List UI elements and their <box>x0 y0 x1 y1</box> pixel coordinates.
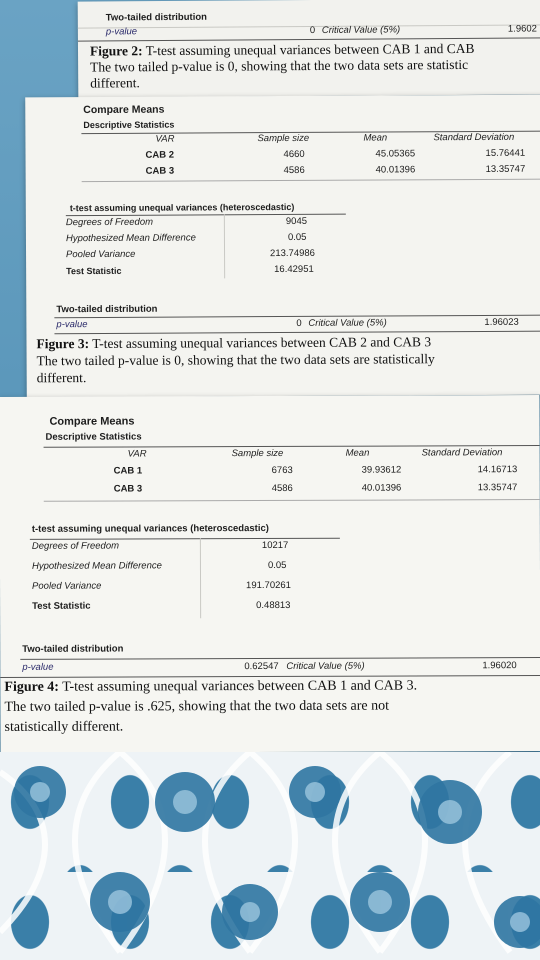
row-cab3-sd: 13.35747 <box>477 482 518 494</box>
pvalue-value: 0.62547 <box>244 660 279 673</box>
pvalue-label: p-value <box>22 661 54 673</box>
ttest-stat-label: Test Statistic <box>32 600 91 612</box>
ttest-df-value: 9045 <box>285 215 308 228</box>
ttest-title: t-test assuming unequal variances (heteroscedastic) <box>69 201 295 214</box>
compare-means-title: Compare Means <box>49 415 135 428</box>
fabric-background <box>0 752 540 960</box>
ttest-pv-value: 191.70261 <box>246 579 291 592</box>
figure-3-caption-line2: The two tailed p-value is 0, showing that the two data sets are statistically <box>36 351 435 369</box>
sheet-figure-4 <box>0 395 540 753</box>
ttest-hmd-value: 0.05 <box>287 231 307 243</box>
pvalue-label: p-value <box>105 26 138 38</box>
descriptive-stats-title: Descriptive Statistics <box>83 119 175 131</box>
ttest-pv-label: Pooled Variance <box>66 248 136 261</box>
ttest-stat-value: 16.42951 <box>274 263 314 276</box>
figure-3-caption-line1: Figure 3: T-test assuming unequal variances between CAB 2 and CAB 3 <box>36 334 432 352</box>
critical-label: Critical Value (5%) <box>286 660 365 672</box>
fabric-pattern <box>0 752 540 960</box>
figure-2-caption-line3: different. <box>90 75 140 91</box>
row-cab2-n: 4660 <box>283 148 305 161</box>
figure-2-caption-line1: Figure 2: T-test assuming unequal variances between CAB 1 and CAB <box>89 40 475 59</box>
row-cab1-mean: 39.93612 <box>361 464 402 476</box>
row-cab3-var: CAB 3 <box>113 483 143 495</box>
ttest-title: t-test assuming unequal variances (heteroscedastic) <box>31 523 269 535</box>
row-cab3-sd: 13.35747 <box>485 163 526 175</box>
distribution-label: Two-tailed distribution <box>22 643 124 655</box>
critical-value: 1.96020 <box>482 660 517 672</box>
ttest-df-label: Degrees of Freedom <box>65 216 154 229</box>
figure-2-caption-line2: The two tailed p-value is 0, showing that the two data sets are statistic <box>90 56 469 75</box>
figure-3-caption-line3: different. <box>36 370 87 386</box>
sheet-figure-3 <box>25 95 540 398</box>
pvalue-value: 0 <box>296 317 302 329</box>
critical-label: Critical Value (5%) <box>308 317 387 329</box>
ttest-hmd-value: 0.05 <box>267 559 287 572</box>
header-std-dev: Standard Deviation <box>421 447 503 459</box>
sheet-figure-2 <box>78 0 540 98</box>
row-cab3-mean: 40.01396 <box>375 164 416 176</box>
figure-4-caption-line3: statistically different. <box>4 719 124 735</box>
header-sample-size: Sample size <box>231 447 284 460</box>
figure-4-caption-line2: The two tailed p-value is .625, showing that the two data sets are not <box>4 698 390 715</box>
row-cab1-n: 6763 <box>271 464 293 476</box>
pvalue-label: p-value <box>56 319 88 331</box>
ttest-df-label: Degrees of Freedom <box>31 540 120 552</box>
pvalue-value: 0 <box>309 24 316 37</box>
ttest-pv-value: 213.74986 <box>270 247 315 260</box>
header-var: VAR <box>127 448 147 460</box>
critical-label: Critical Value (5%) <box>321 24 401 36</box>
row-cab1-sd: 14.16713 <box>477 464 518 476</box>
header-std-dev: Standard Deviation <box>433 131 515 144</box>
header-mean: Mean <box>363 132 388 144</box>
critical-value: 1.9602 <box>507 23 537 35</box>
header-var: VAR <box>155 133 175 145</box>
ttest-hmd-label: Hypothesized Mean Difference <box>31 560 162 572</box>
row-cab1-var: CAB 1 <box>113 465 143 477</box>
distribution-label: Two-tailed distribution <box>105 11 207 24</box>
row-cab3-mean: 40.01396 <box>361 482 402 494</box>
critical-value: 1.96023 <box>484 316 519 328</box>
header-sample-size: Sample size <box>257 132 310 145</box>
row-cab2-mean: 45.05365 <box>375 148 416 160</box>
row-cab3-n: 4586 <box>271 482 293 494</box>
row-cab3-var: CAB 3 <box>145 165 175 177</box>
header-mean: Mean <box>345 447 370 459</box>
ttest-stat-value: 0.48813 <box>256 599 291 612</box>
row-cab3-n: 4586 <box>283 164 305 177</box>
row-cab2-var: CAB 2 <box>145 149 175 161</box>
distribution-label: Two-tailed distribution <box>56 303 158 316</box>
ttest-hmd-label: Hypothesized Mean Difference <box>65 232 196 245</box>
ttest-stat-label: Test Statistic <box>66 265 122 277</box>
ttest-pv-label: Pooled Variance <box>32 580 102 592</box>
ttest-df-value: 10217 <box>261 539 289 552</box>
row-cab2-sd: 15.76441 <box>485 147 526 159</box>
compare-means-title: Compare Means <box>83 103 165 117</box>
figure-4-caption-line1: Figure 4: T-test assuming unequal variances between CAB 1 and CAB 3. <box>4 678 418 695</box>
descriptive-stats-title: Descriptive Statistics <box>45 431 142 443</box>
